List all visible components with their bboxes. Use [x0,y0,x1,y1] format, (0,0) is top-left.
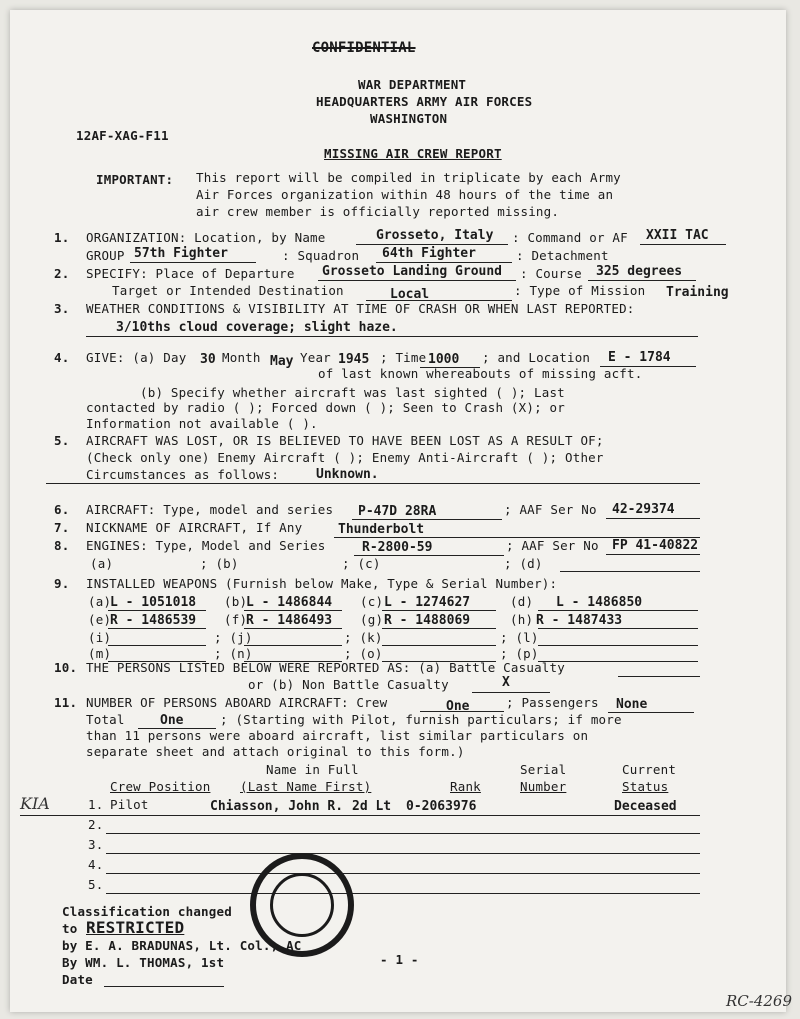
header-serial-top: Serial [520,762,567,777]
target-value: Local [390,287,430,302]
field-line [352,519,502,520]
year-value: 1945 [338,352,370,367]
persons-line-3: than 11 persons were aboard aircraft, list similar particulars on [86,728,589,743]
sighted-line-3: Information not available ( ). [86,416,318,431]
field-line [382,610,496,611]
casualty-line-1: THE PERSONS LISTED BELOW WERE REPORTED AS: (a) Battle Casualty [86,660,565,675]
weapon-b-value: L - 1486844 [246,595,333,610]
table-row-line [106,853,700,854]
field-line [588,280,696,281]
field-line [130,262,256,263]
weapon-h-value: R - 1487433 [536,613,623,628]
form-number: 12AF-XAG-F11 [76,128,169,143]
change-date-label: Date [62,972,93,987]
item-number-8: 8. [54,538,70,553]
field-line [538,645,698,646]
departure-value: Grosseto Landing Ground [322,264,503,279]
weapon-e-label: (e) [88,612,112,627]
weapon-n-label: ; (n) [214,646,253,661]
engine-serial-value: FP 41-40822 [612,538,699,553]
weapon-b-label: (b) [224,594,248,609]
passengers-value: None [616,697,648,712]
item-number-11: 11. [54,695,78,710]
weapon-e-value: R - 1486539 [110,613,197,628]
total-value: One [160,713,184,728]
header-status-top: Current [622,762,677,777]
weapons-label: INSTALLED WEAPONS (Furnish below Make, Type & Serial Number): [86,576,558,591]
course-label: : Course [520,266,582,281]
aircraft-serial-value: 42-29374 [612,502,675,517]
nickname-label: NICKNAME OF AIRCRAFT, If Any [86,520,303,535]
item-number-4: 4. [54,350,70,365]
engine-serial-label: ; AAF Ser No [506,538,599,553]
engine-model-value: R-2800-59 [362,540,433,555]
field-line [376,262,512,263]
row-1-serial: 0-2063976 [406,799,477,814]
weapon-c-label: (c) [360,594,384,609]
weapon-k-label: ; (k) [344,630,383,645]
field-line [108,628,206,629]
sighted-line-2: contacted by radio ( ); Forced down ( ); Seen to Crash (X); or [86,400,565,415]
mission-type-label: : Type of Mission [514,283,646,298]
course-value: 325 degrees [596,264,683,279]
weapon-o-label: ; (o) [344,646,383,661]
organization-label: ORGANIZATION: Location, by Name [86,230,326,245]
hq-title: HEADQUARTERS ARMY AIR FORCES [316,94,533,109]
persons-line-2: ; (Starting with Pilot, furnish particulars; if more [220,712,622,727]
month-value: May [270,354,294,369]
persons-line-4: separate sheet and attach original to this form.) [86,744,465,759]
important-line-2: Air Forces organization within 48 hours of the time an [196,187,614,202]
give-label: GIVE: (a) Day [86,350,187,365]
classification-to-label: to [62,921,78,936]
important-line-3: air crew member is officially reported missing. [196,204,560,219]
weapon-g-value: R - 1488069 [384,613,471,628]
field-line [108,610,206,611]
field-line [244,645,342,646]
important-label: IMPORTANT: [96,172,174,187]
weapon-c-value: L - 1274627 [384,595,471,610]
header-name-top: Name in Full [266,762,359,777]
field-line [640,244,726,245]
item-number-3: 3. [54,301,70,316]
command-label: : Command or AF [512,230,628,245]
weapon-f-value: R - 1486493 [246,613,333,628]
location-label: ; and Location [482,350,591,365]
weapon-h-label: (h) [510,612,534,627]
header-crew-position: Crew Position [110,779,211,794]
weapon-j-label: ; (j) [214,630,253,645]
field-line [46,483,700,484]
item-number-9: 9. [54,576,70,591]
row-1-name: Chiasson, John R. [210,799,344,814]
persons-aboard-label: NUMBER OF PERSONS ABOARD AIRCRAFT: Crew [86,695,388,710]
field-line [538,610,698,611]
aircraft-serial-label: ; AAF Ser No [504,502,597,517]
field-line [538,628,698,629]
location-value: E - 1784 [608,350,671,365]
header-serial: Number [520,779,567,794]
time-label: ; Time [380,350,427,365]
header-rank: Rank [450,779,481,794]
restricted-stamp: RESTRICTED [86,918,185,937]
engine-d-label: ; (d) [504,556,543,571]
field-line [382,628,496,629]
table-row-line [106,893,700,894]
command-value: XXII TAC [646,228,709,243]
day-value: 30 [200,352,216,367]
row-1-number: 1. [88,797,104,812]
circumstances-value: Unknown. [316,467,379,482]
row-5-number: 5. [88,877,104,892]
row-1-position: Pilot [110,797,149,812]
field-line [104,986,224,987]
weather-label: WEATHER CONDITIONS & VISIBILITY AT TIME OF CRASH OR WHEN LAST REPORTED: [86,301,635,316]
city-title: WASHINGTON [370,111,448,126]
weapon-d-value: L - 1486850 [556,595,643,610]
total-label: Total [86,712,125,727]
table-row-line [106,873,700,874]
header-status: Status [622,779,669,794]
department-title: WAR DEPARTMENT [358,77,467,92]
field-line [618,676,700,677]
item-number-7: 7. [54,520,70,535]
weapon-p-label: ; (p) [500,646,539,661]
nickname-value: Thunderbolt [338,522,425,537]
item-number-2: 2. [54,266,70,281]
weapon-l-label: ; (l) [500,630,539,645]
month-label: Month [222,350,261,365]
lost-result-line-1: AIRCRAFT WAS LOST, OR IS BELIEVED TO HAVE BEEN LOST AS A RESULT OF; [86,433,604,448]
field-line [244,610,342,611]
squadron-label: : Squadron [282,248,360,263]
casualty-line-2: or (b) Non Battle Casualty [248,677,449,692]
squadron-value: 64th Fighter [382,246,476,261]
changed-by-line-1: by E. A. BRADUNAS, Lt. Col., AC [62,938,302,953]
weapon-f-label: (f) [224,612,248,627]
page-number: - 1 - [380,952,419,967]
lost-result-line-2: (Check only one) Enemy Aircraft ( ); Enemy Anti-Aircraft ( ); Other [86,450,604,465]
field-line [382,645,496,646]
item-number-5: 5. [54,433,70,448]
field-line [318,280,516,281]
row-1-status: Deceased [614,799,677,814]
table-row-line [20,815,700,816]
weapon-a-value: L - 1051018 [110,595,197,610]
kia-margin-note: KIA [20,794,50,813]
year-label: Year [300,350,331,365]
aircraft-type-label: AIRCRAFT: Type, model and series [86,502,334,517]
field-line [356,244,508,245]
classification-stamp: CONFIDENTIAL [312,40,416,56]
weapon-a-label: (a) [88,594,112,609]
weapon-m-label: (m) [88,646,112,661]
field-line [472,692,550,693]
row-1-rank: 2d Lt [352,799,392,814]
weapon-i-label: (i) [88,630,112,645]
engine-a-label: (a) [90,556,114,571]
item-number-6: 6. [54,502,70,517]
mission-type-value: Training [666,285,729,300]
field-line [86,336,698,337]
classification-changed-label: Classification changed [62,904,232,919]
last-known-text: of last known whereabouts of missing acft. [318,366,643,381]
important-line-1: This report will be compiled in triplicate by each Army [196,170,621,185]
weather-value: 3/10ths cloud coverage; slight haze. [116,320,398,335]
item-number-10: 10. [54,660,78,675]
organization-location: Grosseto, Italy [376,228,494,243]
table-row-line [106,833,700,834]
time-value: 1000 [428,352,460,367]
changed-by-line-2: By WM. L. THOMAS, 1st [62,955,225,970]
field-line [606,554,700,555]
detachment-label: : Detachment [516,248,609,263]
field-line [244,628,342,629]
circumstances-label: Circumstances as follows: [86,467,280,482]
row-4-number: 4. [88,857,104,872]
item-number-1: 1. [54,230,70,245]
engine-c-label: ; (c) [342,556,381,571]
row-3-number: 3. [88,837,104,852]
group-label: GROUP [86,248,125,263]
report-title: MISSING AIR CREW REPORT [324,146,502,161]
field-line [560,571,700,572]
field-line [108,645,206,646]
weapon-d-label: (d) [510,594,534,609]
crew-count-value: One [446,699,470,714]
engines-label: ENGINES: Type, Model and Series [86,538,326,553]
sighted-line-1: (b) Specify whether aircraft was last sighted ( ); Last [140,385,565,400]
departure-label: SPECIFY: Place of Departure [86,266,295,281]
row-2-number: 2. [88,817,104,832]
target-label: Target or Intended Destination [112,283,344,298]
document-id: RC-4269 [726,992,793,1010]
group-value: 57th Fighter [134,246,228,261]
passengers-label: ; Passengers [506,695,599,710]
engine-b-label: ; (b) [200,556,239,571]
field-line [606,518,700,519]
weapon-g-label: (g) [360,612,384,627]
aircraft-type-value: P-47D 28RA [358,504,437,519]
non-battle-mark: X [502,675,510,690]
header-name: (Last Name First) [240,779,372,794]
